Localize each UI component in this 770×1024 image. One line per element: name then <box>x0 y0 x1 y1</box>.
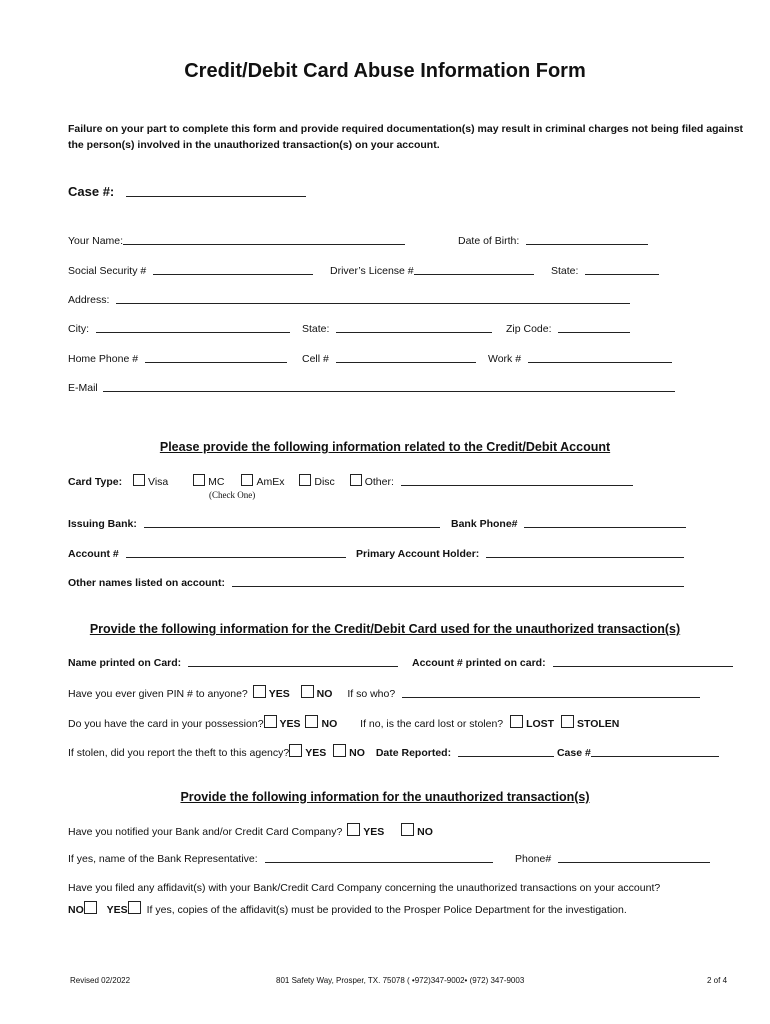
work-label: Work # <box>488 353 522 365</box>
case-label: Case #: <box>68 184 115 199</box>
work-row <box>488 352 672 365</box>
case-number-field[interactable] <box>126 186 306 197</box>
mc-checkbox[interactable] <box>193 474 205 486</box>
report-yes-label: YES <box>305 747 327 759</box>
report-yes-checkbox[interactable] <box>289 744 302 757</box>
rep-row <box>68 852 493 865</box>
lost-label: LOST <box>526 718 555 730</box>
pin-no-label: NO <box>316 688 333 700</box>
zip-label: Zip Code: <box>506 323 552 335</box>
notified-no-label: NO <box>417 826 433 838</box>
notified-yes-label: YES <box>363 826 385 838</box>
notified-yes-checkbox[interactable] <box>347 823 360 836</box>
state2-row <box>302 322 492 335</box>
rep-label: If yes, name of the Bank Representative: <box>68 853 258 865</box>
report-no-label: NO <box>349 747 365 759</box>
primary-holder-row <box>356 547 684 560</box>
if-so-label: If so who? <box>347 688 396 700</box>
home-phone-field[interactable] <box>145 352 287 363</box>
footer-revised: Revised 02/2022 <box>70 976 131 985</box>
affidavit-question: Have you filed any affidavit(s) with your Bank/Credit Card Company concerning the unauthorized transactions on your account? <box>68 882 661 894</box>
acct-printed-label: Account # printed on card: <box>412 657 546 669</box>
your-name-label: Your Name: <box>68 235 124 247</box>
mc-label: MC <box>208 476 225 488</box>
other-checkbox[interactable] <box>350 474 362 486</box>
primary-holder-label: Primary Account Holder: <box>356 548 480 560</box>
report-no-checkbox[interactable] <box>333 744 346 757</box>
amex-option[interactable] <box>241 476 284 488</box>
primary-holder-field[interactable] <box>486 547 684 558</box>
account-number-field[interactable] <box>126 547 346 558</box>
state-row <box>551 264 659 277</box>
state2-label: State: <box>302 323 330 335</box>
address-row <box>68 293 630 306</box>
address-label: Address: <box>68 294 110 306</box>
footer-page: 2 of 4 <box>707 976 728 985</box>
other-card-field[interactable] <box>401 475 633 486</box>
state-field[interactable] <box>585 264 659 275</box>
visa-checkbox[interactable] <box>133 474 145 486</box>
warning-text: Failure on your part to complete this form and provide required documentation(s) may result in criminal charges not being filed against the person(s) involved in the unauthorized transaction(s) on your account. <box>68 123 744 151</box>
bank-phone-field[interactable] <box>524 517 686 528</box>
other-option[interactable] <box>350 476 394 488</box>
city-label: City: <box>68 323 89 335</box>
bank-phone-row <box>451 517 686 530</box>
dl-label: Driver’s License # <box>330 265 414 277</box>
disc-label: Disc <box>314 476 335 488</box>
state-label: State: <box>551 265 579 277</box>
report-row <box>68 744 719 759</box>
affidavit-yes-label: YES <box>106 904 128 916</box>
dob-row <box>458 234 648 247</box>
cell-label: Cell # <box>302 353 329 365</box>
affidavit-no-checkbox[interactable] <box>84 901 97 914</box>
zip-row <box>506 322 630 335</box>
pin-question-row <box>68 685 700 700</box>
footer-address: 801 Safety Way, Prosper, TX. 75078 ( •972)347-9002• (972) 347-9003 <box>276 976 525 985</box>
possession-yes-label: YES <box>279 718 301 730</box>
city-row <box>68 322 290 335</box>
ssn-label: Social Security # <box>68 265 147 277</box>
amex-checkbox[interactable] <box>241 474 253 486</box>
disc-option[interactable] <box>299 476 334 488</box>
card-type-row <box>68 474 633 488</box>
amex-label: AmEx <box>256 476 285 488</box>
bank-phone-label: Bank Phone# <box>451 518 518 530</box>
other-names-label: Other names listed on account: <box>68 577 225 589</box>
account-number-row <box>68 547 346 560</box>
account-heading: Please provide the following information related to the Credit/Debit Account <box>159 440 611 454</box>
affidavit-no-label: NO <box>68 904 84 916</box>
possession-row <box>68 715 619 730</box>
possession-yes-checkbox[interactable] <box>264 715 277 728</box>
pin-yes-label: YES <box>268 688 290 700</box>
address-field[interactable] <box>116 293 630 304</box>
home-phone-label: Home Phone # <box>68 353 139 365</box>
city-field[interactable] <box>96 322 290 333</box>
zip-field[interactable] <box>558 322 630 333</box>
lost-checkbox[interactable] <box>510 715 523 728</box>
transaction-heading: Provide the following information for the unauthorized transaction(s) <box>180 790 590 804</box>
name-printed-row <box>68 656 398 669</box>
dl-field[interactable] <box>414 264 534 275</box>
lost-stolen-label: If no, is the card lost or stolen? <box>360 718 504 730</box>
notified-row <box>68 823 433 838</box>
case-field-2[interactable] <box>591 746 719 757</box>
your-name-field[interactable] <box>123 234 405 245</box>
card-used-heading: Provide the following information for the Credit/Debit Card used for the unauthorized transaction(s) <box>89 622 681 636</box>
issuing-bank-field[interactable] <box>144 517 440 528</box>
pin-yes-checkbox[interactable] <box>253 685 266 698</box>
affidavit-note: If yes, copies of the affidavit(s) must be provided to the Prosper Police Department for the investigation. <box>146 904 627 916</box>
other-names-row <box>68 576 684 589</box>
cell-row <box>302 352 476 365</box>
if-so-field[interactable] <box>402 687 700 698</box>
other-label: Other: <box>364 476 394 488</box>
visa-option[interactable] <box>133 476 168 488</box>
form-title: Credit/Debit Card Abuse Information Form <box>184 60 586 82</box>
rep-phone-field[interactable] <box>558 852 710 863</box>
rep-phone-row <box>515 852 710 865</box>
possession-no-checkbox[interactable] <box>305 715 318 728</box>
check-one-note: (Check One) <box>209 490 256 500</box>
account-number-label: Account # <box>68 548 119 560</box>
acct-printed-row <box>412 656 733 669</box>
cell-field[interactable] <box>336 352 476 363</box>
name-printed-field[interactable] <box>188 656 398 667</box>
issuing-bank-label: Issuing Bank: <box>68 518 137 530</box>
pin-question-label: Have you ever given PIN # to anyone? <box>68 688 248 700</box>
name-printed-label: Name printed on Card: <box>68 657 182 669</box>
rep-phone-label: Phone# <box>515 853 552 865</box>
stolen-checkbox[interactable] <box>561 715 574 728</box>
notified-no-checkbox[interactable] <box>401 823 414 836</box>
dob-label: Date of Birth: <box>458 235 520 247</box>
possession-label: Do you have the card in your possession? <box>68 718 264 730</box>
issuing-bank-row <box>68 517 440 530</box>
report-label: If stolen, did you report the theft to this agency? <box>68 747 290 759</box>
home-phone-row <box>68 352 287 365</box>
dl-row <box>330 264 534 277</box>
stolen-label: STOLEN <box>577 718 620 730</box>
mc-option[interactable] <box>193 476 224 488</box>
affidavit-yes-checkbox[interactable] <box>128 901 141 914</box>
your-name-row <box>68 234 405 247</box>
work-field[interactable] <box>528 352 672 363</box>
possession-no-label: NO <box>321 718 338 730</box>
ssn-row <box>68 264 313 277</box>
card-type-label: Card Type: <box>68 476 123 488</box>
case-label-2: Case # <box>556 747 591 759</box>
rep-field[interactable] <box>265 852 493 863</box>
other-names-field[interactable] <box>232 576 684 587</box>
visa-label: Visa <box>148 476 169 488</box>
state2-field[interactable] <box>336 322 492 333</box>
case-number-row <box>68 184 306 199</box>
email-label: E-Mail <box>68 382 98 394</box>
dob-field[interactable] <box>526 234 648 245</box>
pin-no-checkbox[interactable] <box>301 685 314 698</box>
acct-printed-field[interactable] <box>553 656 733 667</box>
email-field[interactable] <box>103 381 675 392</box>
notified-label: Have you notified your Bank and/or Credit Card Company? <box>68 826 343 838</box>
affidavit-row <box>68 901 627 916</box>
email-row <box>68 381 675 394</box>
date-reported-label: Date Reported: <box>375 747 452 759</box>
disc-checkbox[interactable] <box>299 474 311 486</box>
ssn-field[interactable] <box>153 264 313 275</box>
date-reported-field[interactable] <box>458 746 554 757</box>
